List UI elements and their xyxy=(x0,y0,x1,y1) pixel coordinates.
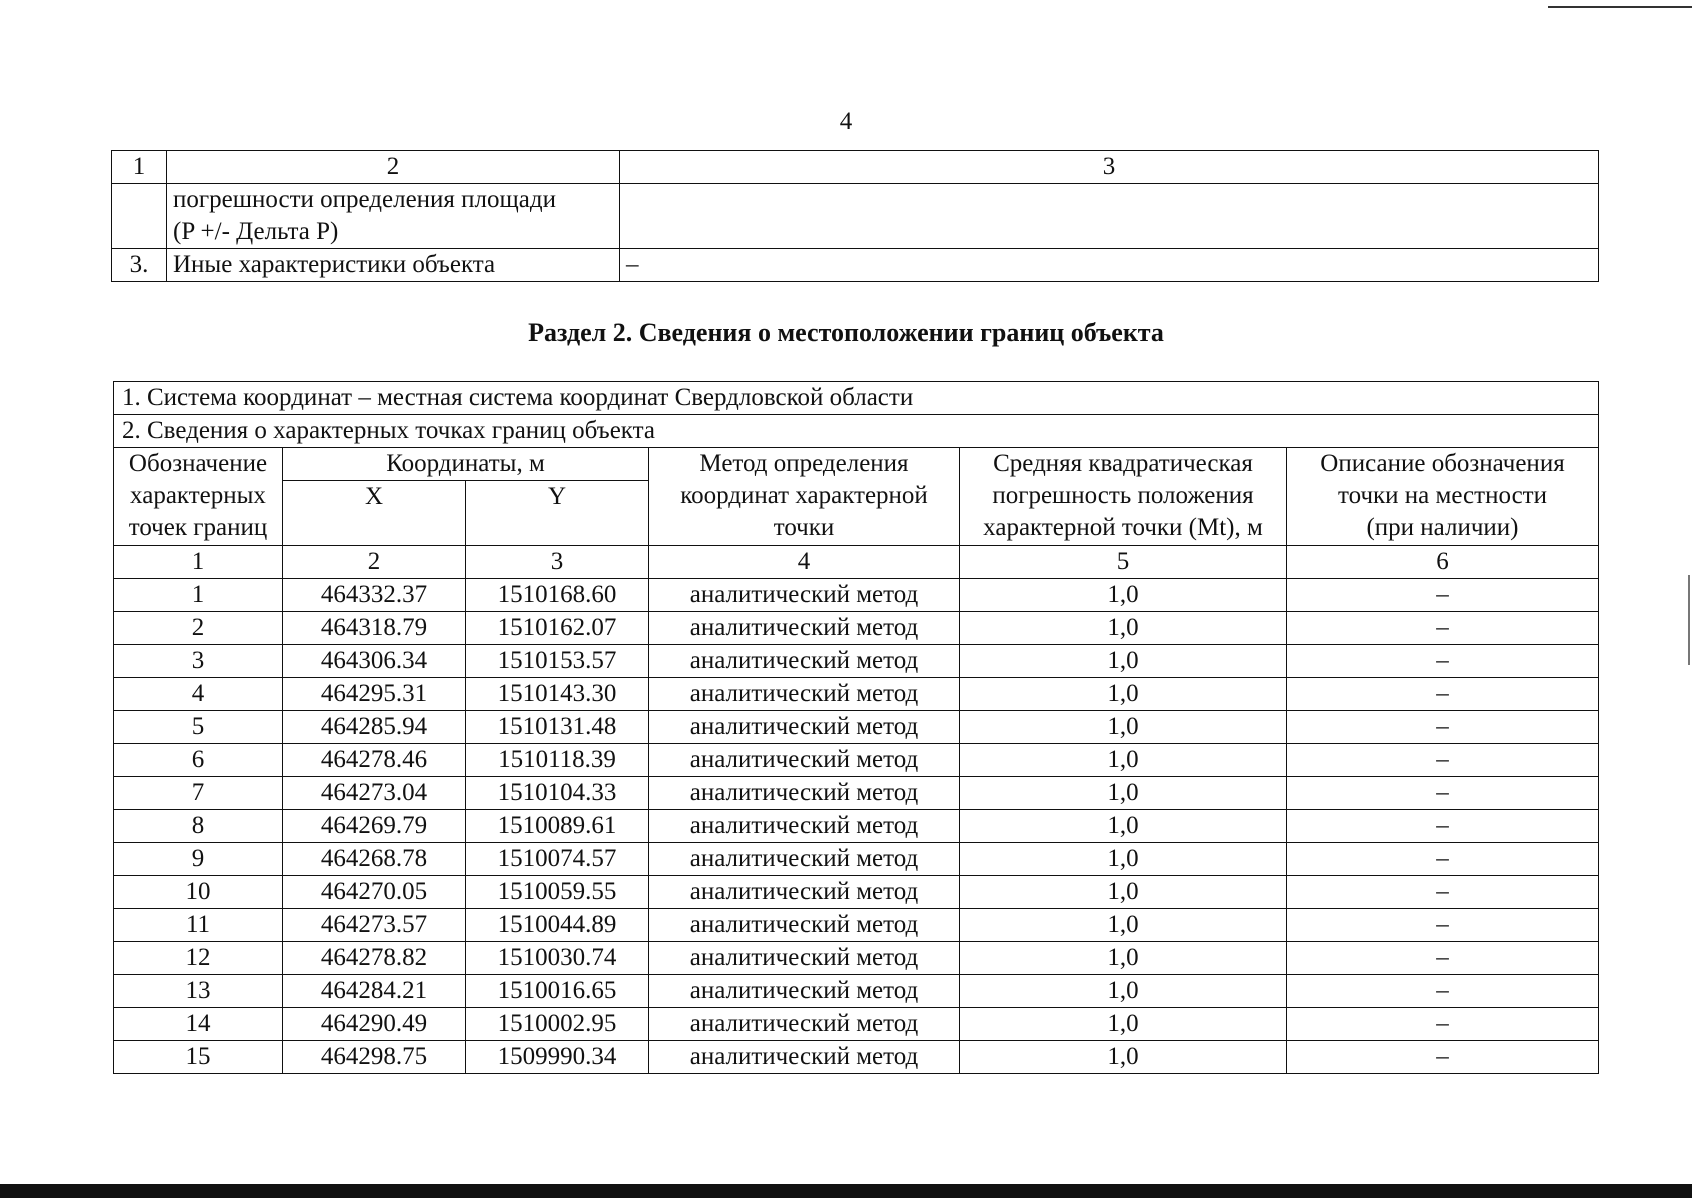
boundary-points-table xyxy=(113,381,1599,1074)
header-line: Описание обозначения xyxy=(1320,450,1565,477)
point-number: 14 xyxy=(114,1008,283,1041)
characteristics-table xyxy=(111,150,1599,282)
header-line: характерной точки (Mt), м xyxy=(983,514,1263,541)
header-line: точек границ xyxy=(128,514,268,541)
header-line: Метод определения xyxy=(699,450,909,477)
table-row xyxy=(114,678,1599,711)
row-value: – xyxy=(620,249,1599,282)
coord-y: 1510168.60 xyxy=(466,579,649,612)
coord-x: 464273.04 xyxy=(283,777,466,810)
method: аналитический метод xyxy=(649,909,960,942)
method: аналитический метод xyxy=(649,1008,960,1041)
coord-x: 464285.94 xyxy=(283,711,466,744)
coord-x: 464270.05 xyxy=(283,876,466,909)
mean-error: 1,0 xyxy=(960,942,1287,975)
description: – xyxy=(1287,1041,1599,1074)
coord-y: 1510131.48 xyxy=(466,711,649,744)
mean-error: 1,0 xyxy=(960,777,1287,810)
description: – xyxy=(1287,711,1599,744)
method: аналитический метод xyxy=(649,843,960,876)
coord-y: 1509990.34 xyxy=(466,1041,649,1074)
description: – xyxy=(1287,975,1599,1008)
method: аналитический метод xyxy=(649,942,960,975)
header-line: точки xyxy=(773,514,835,541)
header-line: (при наличии) xyxy=(1366,514,1519,541)
description: – xyxy=(1287,678,1599,711)
coord-x: 464332.37 xyxy=(283,579,466,612)
point-number: 15 xyxy=(114,1041,283,1074)
method: аналитический метод xyxy=(649,876,960,909)
coordinate-system-cell: 1. Система координат – местная система координат Свердловской области xyxy=(114,382,1599,415)
table-row xyxy=(114,975,1599,1008)
description: – xyxy=(1287,909,1599,942)
coord-y: 1510162.07 xyxy=(466,612,649,645)
method: аналитический метод xyxy=(649,975,960,1008)
coord-y: 1510104.33 xyxy=(466,777,649,810)
coord-x: 464295.31 xyxy=(283,678,466,711)
description: – xyxy=(1287,1008,1599,1041)
header-line: погрешность положения xyxy=(992,482,1254,509)
mean-error: 1,0 xyxy=(960,843,1287,876)
point-number: 3 xyxy=(114,645,283,678)
row-number xyxy=(112,184,167,249)
column-header-row xyxy=(114,448,1599,481)
coord-y: 1510059.55 xyxy=(466,876,649,909)
mean-error: 1,0 xyxy=(960,975,1287,1008)
description-header xyxy=(1287,448,1599,546)
header-cell: 2 xyxy=(167,151,620,184)
row-name-line: (P +/- Дельта P) xyxy=(173,218,339,245)
section-title: Раздел 2. Сведения о местоположении границ объекта xyxy=(528,318,1164,347)
point-number: 1 xyxy=(114,579,283,612)
coord-x: 464269.79 xyxy=(283,810,466,843)
header-cell: 1 xyxy=(112,151,167,184)
point-number: 11 xyxy=(114,909,283,942)
table-row xyxy=(114,744,1599,777)
coord-y: 1510016.65 xyxy=(466,975,649,1008)
table-row xyxy=(114,612,1599,645)
mean-error: 1,0 xyxy=(960,711,1287,744)
point-number: 10 xyxy=(114,876,283,909)
row-name-line: погрешности определения площади xyxy=(173,186,556,213)
coord-x: 464290.49 xyxy=(283,1008,466,1041)
row-name xyxy=(167,184,620,249)
mean-error: 1,0 xyxy=(960,1041,1287,1074)
coordinates-header: Координаты, м xyxy=(283,448,649,481)
coord-y: 1510002.95 xyxy=(466,1008,649,1041)
header-line: Обозначение xyxy=(128,450,268,477)
scan-bottom-border xyxy=(0,1184,1692,1198)
method: аналитический метод xyxy=(649,777,960,810)
table-row xyxy=(114,1041,1599,1074)
mean-error: 1,0 xyxy=(960,645,1287,678)
column-number: 5 xyxy=(960,546,1287,579)
table-row xyxy=(114,711,1599,744)
method: аналитический метод xyxy=(649,1041,960,1074)
description: – xyxy=(1287,744,1599,777)
method: аналитический метод xyxy=(649,612,960,645)
row-value xyxy=(620,184,1599,249)
method: аналитический метод xyxy=(649,744,960,777)
coord-y: 1510044.89 xyxy=(466,909,649,942)
column-number: 3 xyxy=(466,546,649,579)
coord-x: 464273.57 xyxy=(283,909,466,942)
coord-y: 1510074.57 xyxy=(466,843,649,876)
description: – xyxy=(1287,579,1599,612)
scan-edge-line xyxy=(1548,6,1692,8)
column-number: 2 xyxy=(283,546,466,579)
point-number: 12 xyxy=(114,942,283,975)
coord-x: 464318.79 xyxy=(283,612,466,645)
mean-error: 1,0 xyxy=(960,810,1287,843)
table-row xyxy=(112,249,1599,282)
mean-error: 1,0 xyxy=(960,612,1287,645)
table-row xyxy=(112,184,1599,249)
point-number: 7 xyxy=(114,777,283,810)
points-caption-row xyxy=(114,415,1599,448)
point-number: 4 xyxy=(114,678,283,711)
description: – xyxy=(1287,645,1599,678)
mean-error: 1,0 xyxy=(960,909,1287,942)
point-rows xyxy=(114,579,1599,1074)
table-row xyxy=(114,777,1599,810)
header-line: Средняя квадратическая xyxy=(993,450,1253,477)
method-header xyxy=(649,448,960,546)
method: аналитический метод xyxy=(649,645,960,678)
coord-y: 1510089.61 xyxy=(466,810,649,843)
header-line: точки на местности xyxy=(1338,482,1547,509)
table-row xyxy=(114,810,1599,843)
column-number-row xyxy=(114,546,1599,579)
point-number: 5 xyxy=(114,711,283,744)
mean-error: 1,0 xyxy=(960,678,1287,711)
description: – xyxy=(1287,612,1599,645)
coord-y: 1510153.57 xyxy=(466,645,649,678)
mean-error: 1,0 xyxy=(960,1008,1287,1041)
column-number: 4 xyxy=(649,546,960,579)
table-row xyxy=(114,1008,1599,1041)
coord-x: 464278.46 xyxy=(283,744,466,777)
coord-x: 464278.82 xyxy=(283,942,466,975)
method: аналитический метод xyxy=(649,579,960,612)
coord-y: 1510118.39 xyxy=(466,744,649,777)
coord-y: 1510030.74 xyxy=(466,942,649,975)
header-line: координат характерной xyxy=(680,482,928,509)
description: – xyxy=(1287,843,1599,876)
page-number: 4 xyxy=(839,108,853,135)
method: аналитический метод xyxy=(649,711,960,744)
point-number: 9 xyxy=(114,843,283,876)
mean-error: 1,0 xyxy=(960,876,1287,909)
x-header: X xyxy=(283,481,466,546)
row-number: 3. xyxy=(112,249,167,282)
scan-side-line xyxy=(1688,575,1690,665)
column-number: 6 xyxy=(1287,546,1599,579)
table-row xyxy=(114,843,1599,876)
point-number: 2 xyxy=(114,612,283,645)
description: – xyxy=(1287,810,1599,843)
header-line: характерных xyxy=(130,482,266,509)
error-header xyxy=(960,448,1287,546)
header-cell: 3 xyxy=(620,151,1599,184)
column-number: 1 xyxy=(114,546,283,579)
mean-error: 1,0 xyxy=(960,579,1287,612)
description: – xyxy=(1287,777,1599,810)
y-header: Y xyxy=(466,481,649,546)
table-row xyxy=(114,942,1599,975)
point-number: 8 xyxy=(114,810,283,843)
coord-x: 464298.75 xyxy=(283,1041,466,1074)
method: аналитический метод xyxy=(649,678,960,711)
table-row xyxy=(114,579,1599,612)
method: аналитический метод xyxy=(649,810,960,843)
table-row xyxy=(114,876,1599,909)
table-row xyxy=(114,645,1599,678)
table-header-row xyxy=(112,151,1599,184)
mean-error: 1,0 xyxy=(960,744,1287,777)
point-number: 6 xyxy=(114,744,283,777)
description: – xyxy=(1287,942,1599,975)
designation-header xyxy=(114,448,283,546)
coord-x: 464268.78 xyxy=(283,843,466,876)
coord-y: 1510143.30 xyxy=(466,678,649,711)
table-row xyxy=(114,909,1599,942)
coordinate-system-row xyxy=(114,382,1599,415)
coord-x: 464306.34 xyxy=(283,645,466,678)
point-number: 13 xyxy=(114,975,283,1008)
coord-x: 464284.21 xyxy=(283,975,466,1008)
description: – xyxy=(1287,876,1599,909)
points-caption-cell: 2. Сведения о характерных точках границ объекта xyxy=(114,415,1599,448)
row-name: Иные характеристики объекта xyxy=(167,249,620,282)
